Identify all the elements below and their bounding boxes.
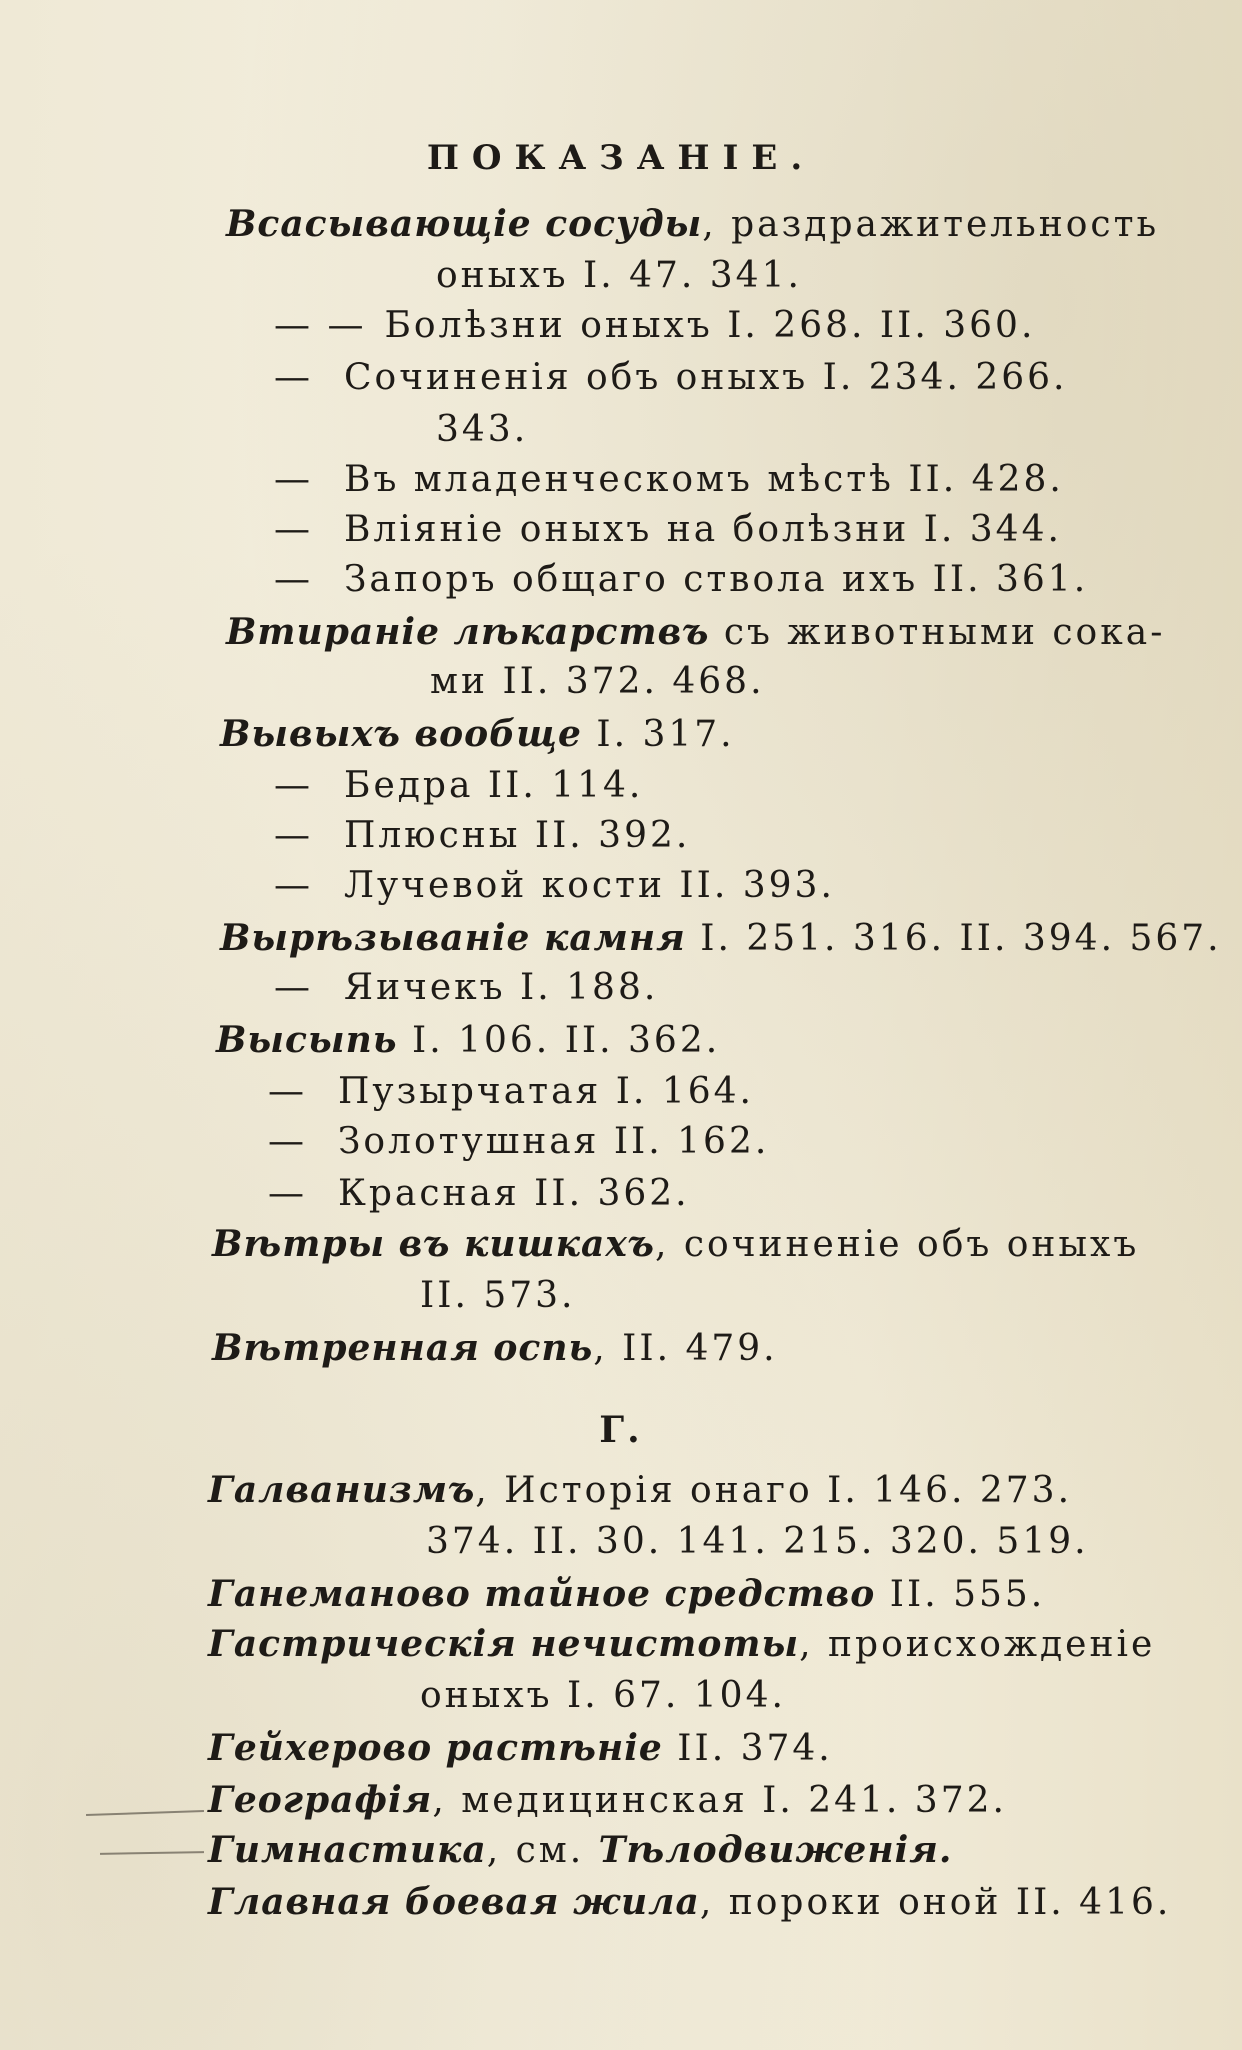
index-text: , II. 479. xyxy=(593,1328,778,1369)
index-entry xyxy=(226,203,1160,245)
index-text: I. 251. 316. II. 394. 567. xyxy=(685,918,1222,959)
section-letter: Г. xyxy=(599,1409,643,1451)
subentry-text: Въ младенческомъ мѣстѣ II. 428. xyxy=(344,459,1064,500)
index-continuation: 374. II. 30. 141. 215. 320. 519. xyxy=(426,1521,1089,1562)
index-text: , Исторія онаго I. 146. 273. xyxy=(475,1470,1073,1511)
index-term: Вывыхъ вообще xyxy=(220,713,582,755)
index-subentry xyxy=(268,1121,770,1162)
index-term: Гимнастика xyxy=(208,1829,487,1871)
index-subentry xyxy=(268,1173,690,1214)
dash: — xyxy=(274,509,310,550)
index-text: , медицинская I. 241. 372. xyxy=(432,1780,1007,1821)
index-subentry xyxy=(274,865,835,906)
index-text: , раздражительность xyxy=(702,204,1160,245)
index-subentry xyxy=(274,357,1068,398)
index-entry xyxy=(212,1327,778,1369)
index-entry xyxy=(208,1881,1172,1923)
index-entry xyxy=(212,1223,1140,1265)
dash: — xyxy=(268,1071,304,1112)
subentry-text: Бедра II. 114. xyxy=(344,765,644,806)
subentry-text: Золотушная II. 162. xyxy=(338,1121,770,1162)
double-dash: — — xyxy=(274,305,367,346)
index-entry xyxy=(208,1779,1007,1821)
subentry-text: Пузырчатая I. 164. xyxy=(338,1071,754,1112)
index-term: Всасывающіе сосуды xyxy=(226,203,703,245)
subentry-text: Болѣзни оныхъ I. 268. II. 360. xyxy=(384,305,1036,346)
subentry-text: Сочиненія объ оныхъ I. 234. 266. xyxy=(344,357,1068,398)
dash: — xyxy=(274,459,310,500)
index-continuation: оныхъ I. 47. 341. xyxy=(436,255,802,296)
subentry-text: Плюсны II. 392. xyxy=(344,815,691,856)
index-term: Географія xyxy=(208,1779,433,1821)
index-entry xyxy=(216,1019,721,1061)
index-subentry xyxy=(268,1071,754,1112)
index-term: Вырѣзываніе камня xyxy=(220,917,686,959)
index-entry xyxy=(226,611,1166,653)
index-term: Вѣтренная оспь xyxy=(212,1327,594,1369)
index-entry xyxy=(208,1623,1156,1665)
index-continuation: 343. xyxy=(436,409,529,450)
index-entry xyxy=(208,1469,1073,1511)
index-entry xyxy=(208,1829,953,1871)
pencil-mark xyxy=(100,1851,204,1855)
index-entry xyxy=(208,1573,1046,1615)
index-text: I. 317. xyxy=(581,714,735,755)
dash: — xyxy=(268,1173,304,1214)
index-text: , происхожденіе xyxy=(799,1624,1156,1665)
index-term: Ганеманово тайное средство xyxy=(208,1573,876,1615)
index-term: Галванизмъ xyxy=(208,1469,476,1511)
index-continuation: II. 573. xyxy=(420,1275,576,1316)
index-text: II. 555. xyxy=(875,1574,1046,1615)
dash: — xyxy=(274,865,310,906)
index-subentry xyxy=(274,967,659,1008)
index-text: съ животными сока- xyxy=(709,612,1166,653)
index-continuation: ми II. 372. 468. xyxy=(430,661,765,702)
dash: — xyxy=(274,357,310,398)
index-continuation: оныхъ I. 67. 104. xyxy=(420,1675,786,1716)
dash: — xyxy=(274,815,310,856)
dash: — xyxy=(274,967,310,1008)
page-heading: ПОКАЗАНІЕ. xyxy=(426,138,816,178)
index-subentry xyxy=(274,459,1064,500)
index-entry xyxy=(220,917,1222,959)
index-term: Гейхерово растѣніе xyxy=(208,1727,663,1769)
dash: — xyxy=(274,765,310,806)
index-entry xyxy=(208,1727,833,1769)
index-subentry xyxy=(274,765,644,806)
index-text: , пороки оной II. 416. xyxy=(699,1882,1172,1923)
index-term: Высыпь xyxy=(216,1019,398,1061)
subentry-text: Вліяніе оныхъ на болѣзни I. 344. xyxy=(344,509,1062,550)
index-term: Главная боевая жила xyxy=(208,1881,700,1923)
index-text: I. 106. II. 362. xyxy=(397,1020,721,1061)
cross-reference: Тѣлодвиженія. xyxy=(598,1829,953,1871)
subentry-text: Лучевой кости II. 393. xyxy=(344,865,835,906)
dash: — xyxy=(268,1121,304,1162)
index-subentry xyxy=(274,509,1062,550)
subentry-text: Красная II. 362. xyxy=(338,1173,690,1214)
index-text: II. 374. xyxy=(662,1728,833,1769)
index-term: Гастрическія нечистоты xyxy=(208,1623,800,1665)
dash: — xyxy=(274,559,310,600)
index-term: Вѣтры въ кишкахъ xyxy=(212,1223,655,1265)
pencil-mark xyxy=(86,1810,204,1816)
subentry-text: Яичекъ I. 188. xyxy=(344,967,659,1008)
subentry-text: Запоръ общаго ствола ихъ II. 361. xyxy=(344,559,1089,600)
index-text: , сочиненіе объ оныхъ xyxy=(654,1224,1140,1265)
index-entry xyxy=(220,713,735,755)
index-subentry xyxy=(274,305,1036,346)
index-subentry xyxy=(274,815,691,856)
index-text: , см. xyxy=(486,1830,599,1871)
index-subentry xyxy=(274,559,1089,600)
index-term: Втираніе лѣкарствъ xyxy=(226,611,710,653)
